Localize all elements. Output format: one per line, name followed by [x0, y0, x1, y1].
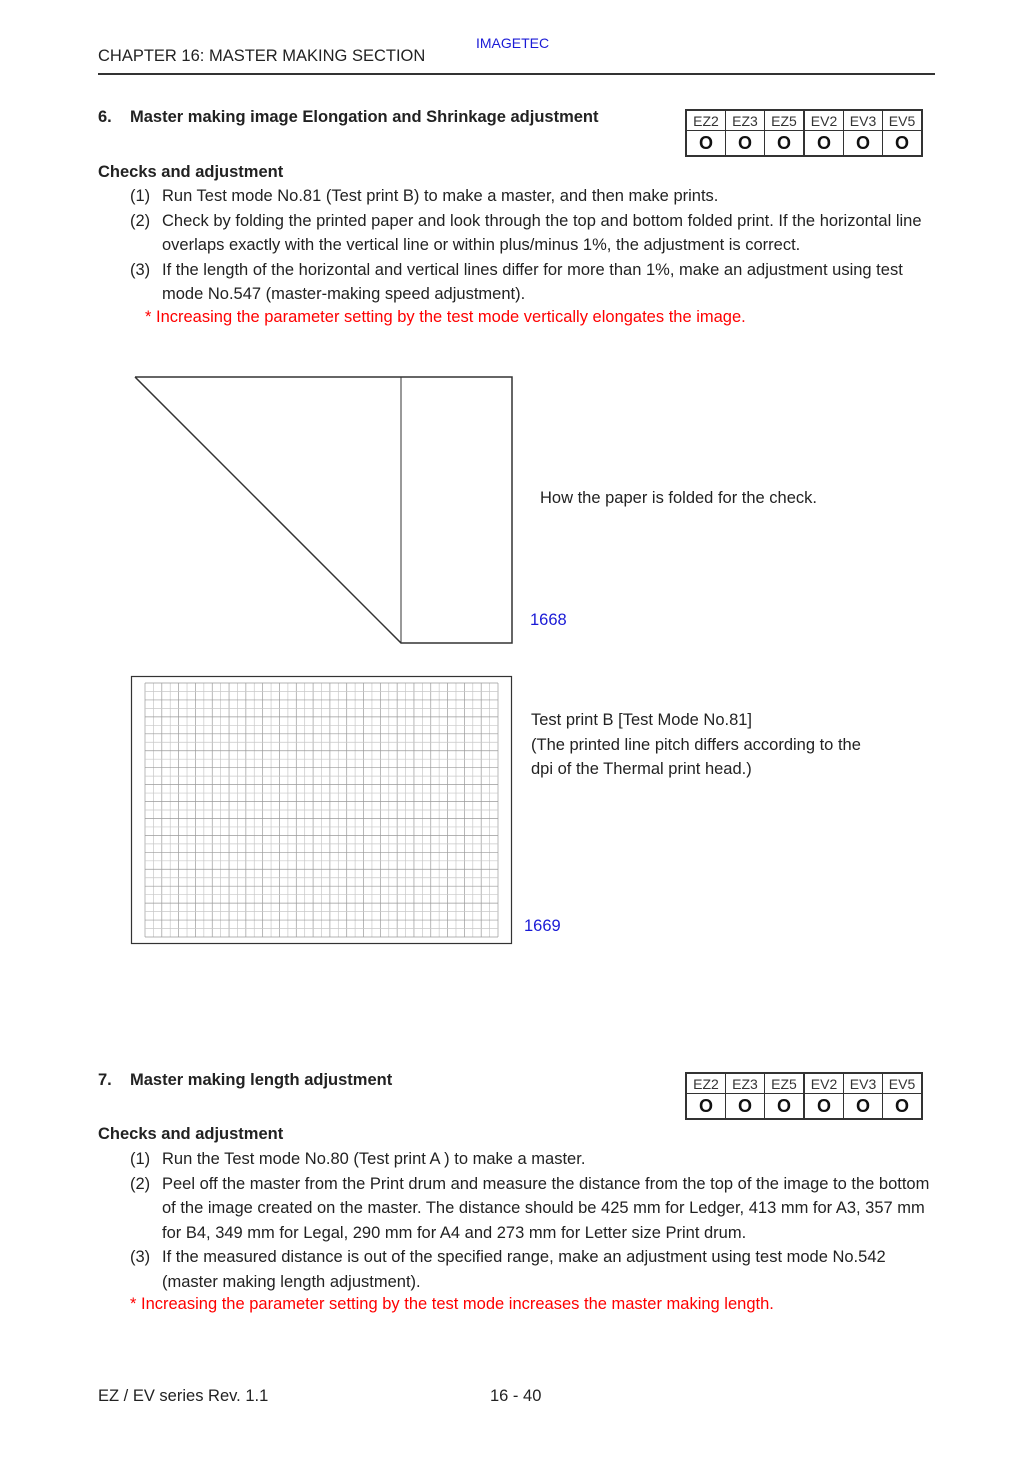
- section-7-subtitle: Checks and adjustment: [98, 1125, 284, 1143]
- model-mark: O: [883, 131, 923, 157]
- step-number: (2): [130, 211, 151, 230]
- model-mark: O: [765, 1094, 805, 1120]
- model-header: EZ5: [765, 1073, 805, 1094]
- step-number: (1): [130, 187, 151, 205]
- step-text: Peel off the master from the Print drum and measure the distance from the top of the image to the bottom of the image created on the master. The distance should be 425 mm for Ledger, 413 mm for A3, 357 mm for B4, 349 mm for Legal, 290 mm for A4 and 273 mm for Letter size Print drum.: [162, 1174, 930, 1242]
- step-text: If the length of the horizontal and vertical lines differ for more than 1%, make an adjustment using test mode No.547 (master-making speed adjustment).: [162, 260, 903, 303]
- chapter-title: CHAPTER 16: MASTER MAKING SECTION: [98, 47, 426, 65]
- section-6-number: 6.: [98, 108, 112, 126]
- model-header: EV2: [804, 110, 844, 131]
- step-number: (1): [130, 1150, 151, 1168]
- step-item: [130, 1147, 935, 1172]
- figure-1-caption: How the paper is folded for the check.: [540, 489, 817, 507]
- model-header: EV3: [844, 110, 883, 131]
- section-6-note: * Increasing the parameter setting by the test mode vertically elongates the image.: [145, 308, 746, 326]
- footer-series: EZ / EV series Rev. 1.1: [98, 1387, 269, 1405]
- model-header: EZ2: [686, 110, 726, 131]
- section-7-model-table: [685, 1072, 923, 1120]
- figure-2-caption: [531, 708, 861, 782]
- model-mark: O: [844, 1094, 883, 1120]
- figure-2-id: 1669: [524, 917, 561, 935]
- step-number: (2): [130, 1174, 151, 1193]
- model-mark: O: [883, 1094, 923, 1120]
- model-header: EZ3: [726, 110, 765, 131]
- caption-line: (The printed line pitch differs according to the: [531, 735, 861, 754]
- step-number: (3): [130, 260, 151, 279]
- step-item: [130, 1245, 935, 1294]
- model-mark: O: [804, 131, 844, 157]
- model-mark: O: [844, 131, 883, 157]
- folded-paper-figure: [130, 372, 516, 648]
- model-header: EV2: [804, 1073, 844, 1094]
- step-text: Run Test mode No.81 (Test print B) to make a master, and then make prints.: [162, 187, 719, 205]
- caption-line: Test print B [Test Mode No.81]: [531, 711, 753, 729]
- model-mark: O: [804, 1094, 844, 1120]
- section-6-title: [98, 108, 599, 127]
- step-item: [130, 209, 940, 258]
- section-6-title-text: Master making image Elongation and Shrinkage adjustment: [130, 108, 599, 126]
- section-7-note: * Increasing the parameter setting by the test mode increases the master making length.: [130, 1295, 774, 1313]
- step-item: [130, 258, 940, 307]
- section-6-model-table: [685, 109, 923, 157]
- section-6-steps: [130, 184, 940, 307]
- step-text: Run the Test mode No.80 (Test print A ) to make a master.: [162, 1150, 586, 1168]
- test-print-grid-figure: [130, 675, 514, 947]
- model-mark: O: [686, 131, 726, 157]
- model-mark: O: [765, 131, 805, 157]
- section-7-title-text: Master making length adjustment: [130, 1071, 393, 1089]
- section-7-number: 7.: [98, 1071, 112, 1089]
- section-7-steps: [130, 1147, 935, 1294]
- footer-page-number: 16 - 40: [490, 1387, 542, 1405]
- model-mark: O: [726, 1094, 765, 1120]
- model-header: EZ3: [726, 1073, 765, 1094]
- header-rule: [98, 73, 935, 75]
- model-header: EZ2: [686, 1073, 726, 1094]
- figure-1-id: 1668: [530, 611, 567, 629]
- section-6-subtitle: Checks and adjustment: [98, 163, 284, 181]
- section-7-title: [98, 1071, 392, 1090]
- model-header: EV5: [883, 110, 923, 131]
- model-header: EV3: [844, 1073, 883, 1094]
- model-mark: O: [686, 1094, 726, 1120]
- model-header: EV5: [883, 1073, 923, 1094]
- paper-outline: [135, 377, 512, 643]
- model-mark: O: [726, 131, 765, 157]
- step-text: Check by folding the printed paper and look through the top and bottom folded print. If the horizontal line overlaps exactly with the vertical line or within plus/minus 1%, the adjustment is correct.: [162, 211, 922, 254]
- step-number: (3): [130, 1248, 151, 1266]
- step-text: If the measured distance is out of the specified range, make an adjustment using test mode No.542 (master making length adjustment).: [162, 1248, 886, 1291]
- brand-label: IMAGETEC: [476, 35, 550, 51]
- model-header: EZ5: [765, 110, 805, 131]
- step-item: [130, 184, 940, 209]
- caption-line: dpi of the Thermal print head.): [531, 760, 752, 778]
- step-item: [130, 1172, 935, 1246]
